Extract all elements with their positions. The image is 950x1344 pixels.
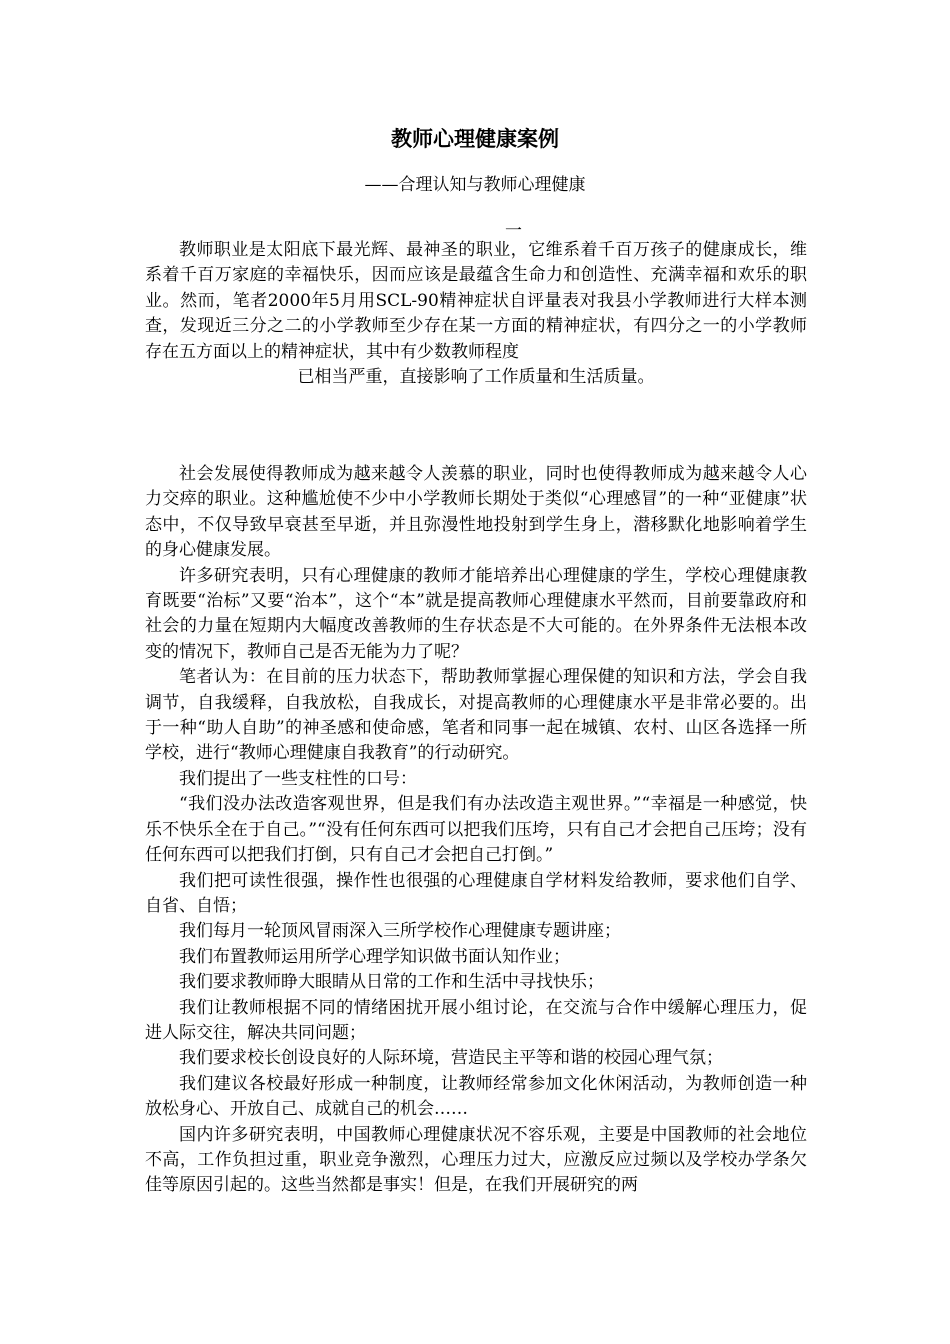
body-paragraph: 我们提出了一些支柱性的口号： xyxy=(179,768,417,789)
body-paragraph: 我们把可读性很强，操作性也很强的心理健康自学材料发给教师，要求他们自学、自省、自悟； xyxy=(145,870,807,916)
body-paragraph: 国内许多研究表明，中国教师心理健康状况不容乐观，主要是中国教师的社会地位不高，工作负担过重，职业竞争激烈，心理压力过大，应激反应过频以及学校办学条欠佳等原因引起的。这些当然都是事实！但是，在我们开展研究的两 xyxy=(145,1124,807,1196)
body-paragraph: 我们建议各校最好形成一种制度，让教师经常参加文化休闲活动，为教师创造一种放松身心、开放自己、成就自己的机会…… xyxy=(145,1073,807,1120)
section-number: 一 xyxy=(505,221,522,241)
body-paragraph: 社会发展使得教师成为越来越令人羡慕的职业，同时也使得教师成为越来越令人心力交瘁的职业。这种尴尬使不少中小学教师长期处于类似“心理感冒”的一种“亚健康”状态中，不仅导致早衰甚至早逝，并且弥漫性地投射到学生身上，潜移默化地影响着学生的身心健康发展。 xyxy=(145,464,807,561)
body-paragraph: 我们让教师根据不同的情绪困扰开展小组讨论，在交流与合作中缓解心理压力，促进人际交往，解决共同问题； xyxy=(145,997,807,1043)
body-paragraph: 我们要求校长创设良好的人际环境，营造民主平等和谐的校园心理气氛； xyxy=(179,1048,723,1069)
intro-paragraph-tail: 已相当严重，直接影响了工作质量和生活质量。 xyxy=(297,367,655,388)
body-paragraph: 许多研究表明，只有心理健康的教师才能培养出心理健康的学生，学校心理健康教育既要“治标”又要“治本”，这个“本”就是提高教师心理健康水平然而，目前要靠政府和社会的力量在短期内大幅度改善教师的生存状态是不大可能的。在外界条件无法根本改变的情况下，教师自己是否无能为力了呢？ xyxy=(145,565,807,662)
intro-paragraph: 教师职业是太阳底下最光辉、最神圣的职业，它维系着千百万孩子的健康成长，维系着千百万家庭的幸福快乐，因而应该是最蕴含生命力和创造性、充满幸福和欢乐的职业。然而，笔者2000年5月用SCL-90精神症状自评量表对我县小学教师进行大样本测查，发现近三分之二的小学教师至少存在某一方面的精神症状，有四分之一的小学教师存在五方面以上的精神症状，其中有少数教师程度 xyxy=(145,240,807,362)
body-paragraph: 我们要求教师睁大眼睛从日常的工作和生活中寻找快乐； xyxy=(179,972,604,993)
page-subtitle: ——合理认知与教师心理健康 xyxy=(364,175,586,195)
body-paragraph: 笔者认为：在目前的压力状态下，帮助教师掌握心理保健的知识和方法，学会自我调节，自我缓释，自我放松，自我成长，对提高教师的心理健康水平是非常必要的。出于一种“助人自助”的神圣感和使命感，笔者和同事一起在城镇、农村、山区各选择一所学校，进行“教师心理健康自我教育”的行动研究。 xyxy=(145,667,807,764)
body-paragraph: 我们每月一轮顶风冒雨深入三所学校作心理健康专题讲座； xyxy=(179,921,621,942)
page-title: 教师心理健康案例 xyxy=(391,126,559,151)
body-block xyxy=(145,462,807,1199)
body-paragraph: 我们布置教师运用所学心理学知识做书面认知作业； xyxy=(179,946,570,967)
intro-block xyxy=(145,238,807,390)
body-paragraph: “我们没办法改造客观世界，但是我们有办法改造主观世界。”“幸福是一种感觉，快乐不快乐全在于自己。”“没有任何东西可以把我们压垮，只有自己才会把自己压垮；没有任何东西可以把我们打倒，只有自己才会把自己打倒。” xyxy=(145,794,807,866)
